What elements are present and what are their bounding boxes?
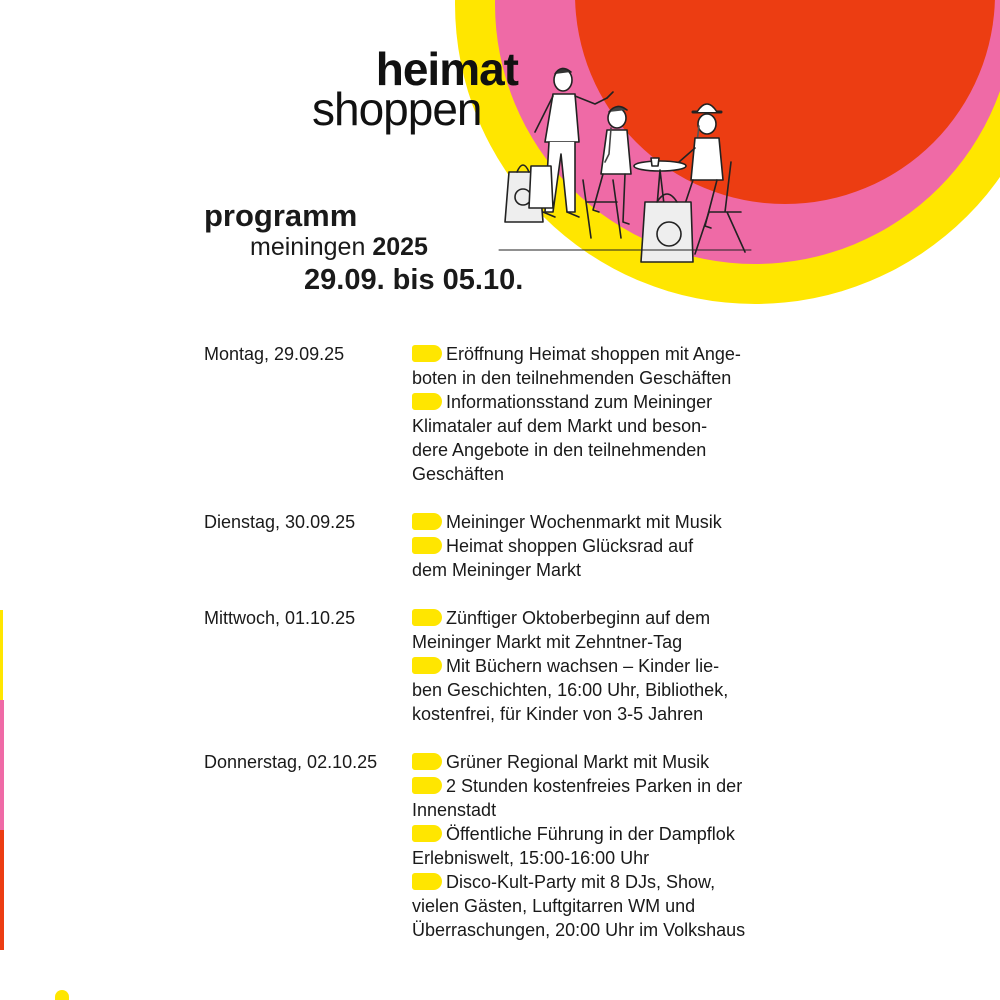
day-label: Dienstag, 30.09.25 bbox=[204, 512, 356, 532]
yellow-marker-icon bbox=[412, 825, 442, 842]
logo-line-shoppen: shoppen bbox=[312, 83, 482, 135]
yellow-marker-icon bbox=[412, 873, 442, 890]
yellow-marker-icon bbox=[412, 393, 442, 410]
shoppers-illustration bbox=[495, 62, 755, 272]
event-text: Eröffnung Heimat shoppen mit Ange- bbox=[446, 344, 741, 364]
yellow-marker-icon bbox=[412, 777, 442, 794]
event-text: Innenstadt bbox=[412, 800, 497, 820]
event-text: Öffentliche Führung in der Dampflok bbox=[446, 824, 735, 844]
event-text: Klimataler auf dem Markt und beson- bbox=[412, 416, 708, 436]
event-text: 2 Stunden kostenfreies Parken in der bbox=[446, 776, 743, 796]
schedule-day bbox=[204, 606, 804, 726]
event-line bbox=[412, 630, 792, 654]
program-city-year bbox=[250, 232, 428, 262]
event-text: Informationsstand zum Meininger bbox=[446, 392, 713, 412]
program-city: meiningen bbox=[250, 233, 366, 261]
event-text: Heimat shoppen Glücksrad auf bbox=[446, 536, 694, 556]
day-events bbox=[412, 342, 792, 486]
event-item bbox=[412, 606, 792, 654]
yellow-marker-icon bbox=[412, 537, 442, 554]
event-item bbox=[412, 750, 792, 774]
event-line bbox=[412, 390, 792, 414]
event-text: Zünftiger Oktoberbeginn auf dem bbox=[446, 608, 711, 628]
event-item bbox=[412, 534, 792, 582]
event-text: Geschäften bbox=[412, 464, 505, 484]
yellow-marker-icon bbox=[412, 513, 442, 530]
event-text: Meininger Wochenmarkt mit Musik bbox=[446, 512, 722, 532]
yellow-marker-icon bbox=[412, 657, 442, 674]
heimat-shoppen-logo bbox=[312, 43, 522, 136]
decor-strip-orange bbox=[0, 830, 4, 950]
event-line bbox=[412, 342, 792, 366]
schedule-list bbox=[204, 342, 804, 966]
day-label: Montag, 29.09.25 bbox=[204, 344, 345, 364]
event-line bbox=[412, 510, 792, 534]
event-line bbox=[412, 774, 792, 798]
event-line bbox=[412, 366, 792, 390]
decor-bottom-mark bbox=[55, 990, 69, 1000]
event-item bbox=[412, 654, 792, 726]
event-line bbox=[412, 894, 792, 918]
day-events bbox=[412, 606, 792, 726]
event-line bbox=[412, 678, 792, 702]
event-text: Meininger Markt mit Zehntner-Tag bbox=[412, 632, 683, 652]
event-line bbox=[412, 606, 792, 630]
event-line bbox=[412, 654, 792, 678]
event-item bbox=[412, 822, 792, 870]
event-text: dem Meininger Markt bbox=[412, 560, 582, 580]
event-line bbox=[412, 870, 792, 894]
program-year: 2025 bbox=[372, 233, 428, 261]
event-text: Disco-Kult-Party mit 8 DJs, Show, bbox=[446, 872, 716, 892]
event-item bbox=[412, 774, 792, 822]
schedule-day bbox=[204, 342, 804, 486]
day-events bbox=[412, 510, 792, 582]
day-events bbox=[412, 750, 792, 942]
program-dates: 29.09. bis 05.10. bbox=[304, 264, 524, 296]
program-title: programm bbox=[204, 198, 358, 233]
event-text: boten in den teilnehmenden Geschäften bbox=[412, 368, 732, 388]
event-line bbox=[412, 534, 792, 558]
event-line bbox=[412, 558, 792, 582]
event-text: ben Geschichten, 16:00 Uhr, Bibliothek, bbox=[412, 680, 729, 700]
event-line bbox=[412, 750, 792, 774]
event-text: vielen Gästen, Luftgitarren WM und bbox=[412, 896, 696, 916]
day-label: Donnerstag, 02.10.25 bbox=[204, 752, 378, 772]
event-line bbox=[412, 414, 792, 438]
event-text: Erlebniswelt, 15:00-16:00 Uhr bbox=[412, 848, 650, 868]
event-line bbox=[412, 702, 792, 726]
event-item bbox=[412, 510, 792, 534]
event-line bbox=[412, 822, 792, 846]
decor-strip-yellow bbox=[0, 610, 3, 700]
event-line bbox=[412, 462, 792, 486]
event-line bbox=[412, 798, 792, 822]
schedule-day bbox=[204, 750, 804, 942]
event-text: kostenfrei, für Kinder von 3-5 Jahren bbox=[412, 704, 704, 724]
event-item bbox=[412, 390, 792, 486]
schedule-day bbox=[204, 510, 804, 582]
event-text: Grüner Regional Markt mit Musik bbox=[446, 752, 710, 772]
decor-strip-pink bbox=[0, 700, 4, 830]
event-item bbox=[412, 870, 792, 942]
event-item bbox=[412, 342, 792, 390]
event-line bbox=[412, 846, 792, 870]
event-text: Überraschungen, 20:00 Uhr im Volkshaus bbox=[412, 920, 746, 940]
event-text: Mit Büchern wachsen – Kinder lie- bbox=[446, 656, 720, 676]
logo-line-heimat: heimat bbox=[375, 43, 518, 95]
yellow-marker-icon bbox=[412, 753, 442, 770]
event-line bbox=[412, 918, 792, 942]
yellow-marker-icon bbox=[412, 345, 442, 362]
event-text: dere Angebote in den teilnehmenden bbox=[412, 440, 707, 460]
yellow-marker-icon bbox=[412, 609, 442, 626]
day-label: Mittwoch, 01.10.25 bbox=[204, 608, 356, 628]
event-line bbox=[412, 438, 792, 462]
